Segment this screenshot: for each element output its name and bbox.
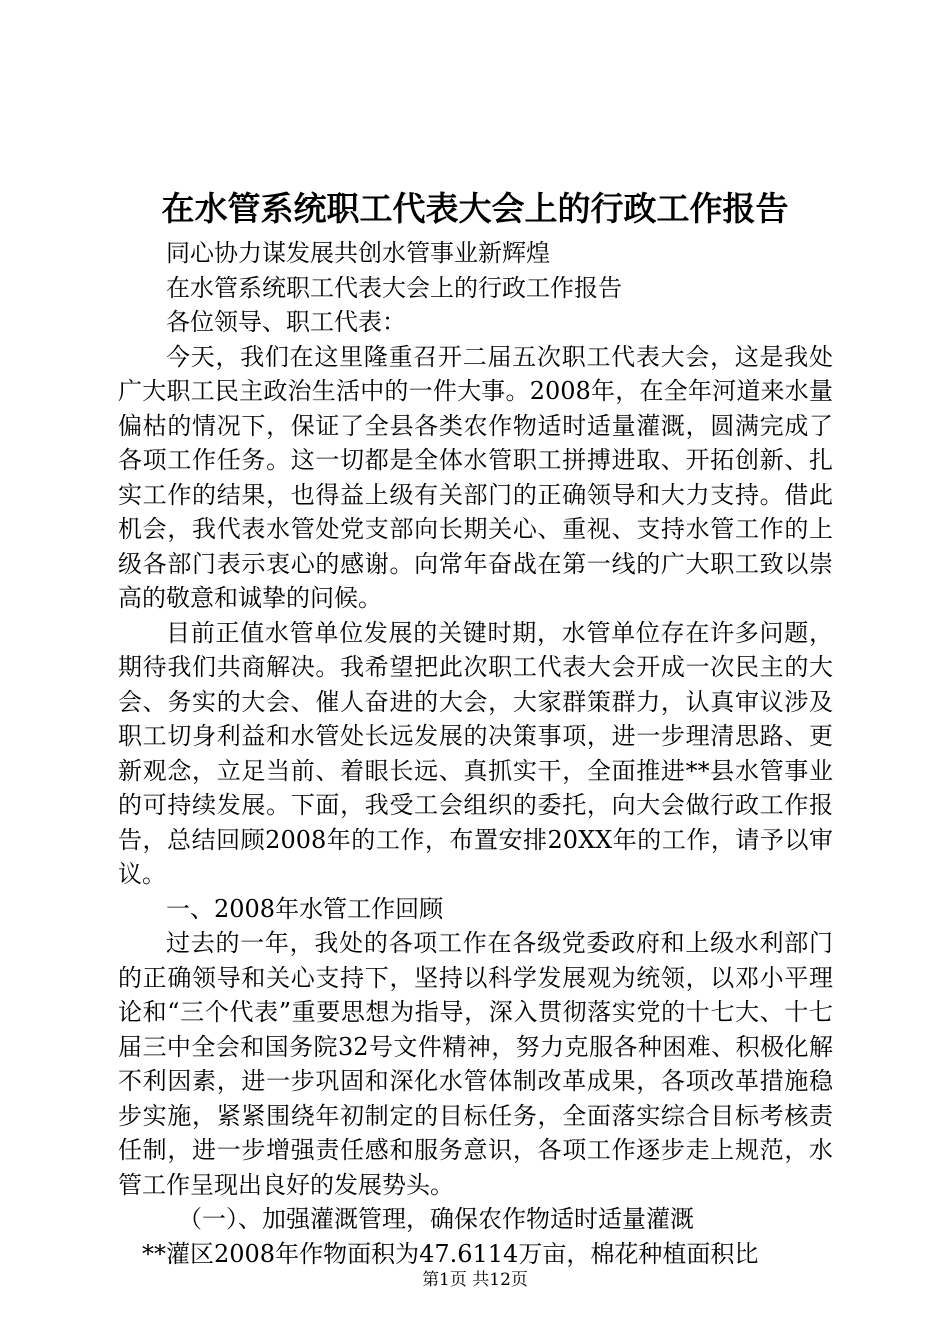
- subsection-heading-irrigation: （一）、加强灌溉管理，确保农作物适时适量灌溉: [178, 1205, 694, 1233]
- paragraph-intro: 今天，我们在这里隆重召开二届五次职工代表大会，这是我处广大职工民主政治生活中的一件大事。2008年，在全年河道来水量偏枯的情况下，保证了全县各类农作物适时适量灌溉，圆满完成了各项工作任务。这一切都是全体水管职工拼搏进取、开拓创新、扎实工作的结果，也得益上级有关部门的正确领导和大力支持。借此机会，我代表水管处党支部向长期关心、重视、支持水管工作的上级各部门表示衷心的感谢。向常年奋战在第一线的广大职工致以崇高的敬意和诚挚的问候。: [118, 342, 833, 612]
- document-body: [118, 236, 833, 1271]
- salutation: 各位领导、职工代表：: [166, 308, 406, 336]
- report-heading-line: 在水管系统职工代表大会上的行政工作报告: [166, 273, 622, 302]
- paragraph-review: 过去的一年，我处的各项工作在各级党委政府和上级水利部门的正确领导和关心支持下，坚持以科学发展观为统领，以邓小平理论和“三个代表”重要思想为指导，深入贯彻落实党的十七大、十七届三中全会和国务院32号文件精神，努力克服各种困难、积极化解不利因素，进一步巩固和深化水管体制改革成果，各项改革措施稳步实施，紧紧围绕年初制定的目标任务，全面落实综合目标考核责任制，进一步增强责任感和服务意识，各项工作逐步走上规范，水管工作呈现出良好的发展势头。: [118, 929, 833, 1199]
- section-heading-review: 一、2008年水管工作回顾: [166, 894, 444, 923]
- document-title: 在水管系统职工代表大会上的行政工作报告: [161, 189, 789, 228]
- subtitle-line: 同心协力谋发展共创水管事业新辉煌: [166, 239, 550, 267]
- page-footer: 第1页 共12页: [422, 1270, 528, 1290]
- paragraph-irrigation: **灌区2008年作物面积为47.6114万亩，棉花种植面积比: [142, 1239, 759, 1268]
- paragraph-purpose: 目前正值水管单位发展的关键时期，水管单位存在许多问题，期待我们共商解决。我希望把此次职工代表大会开成一次民主的大会、务实的大会、催人奋进的大会，大家群策群力，认真审议涉及职工切身利益和水管处长远发展的决策事项，进一步理清思路、更新观念，立足当前、着眼长远、真抓实干，全面推进**县水管事业的可持续发展。下面，我受工会组织的委托，向大会做行政工作报告，总结回顾2008年的工作，布置安排20XX年的工作，请予以审议。: [118, 618, 833, 888]
